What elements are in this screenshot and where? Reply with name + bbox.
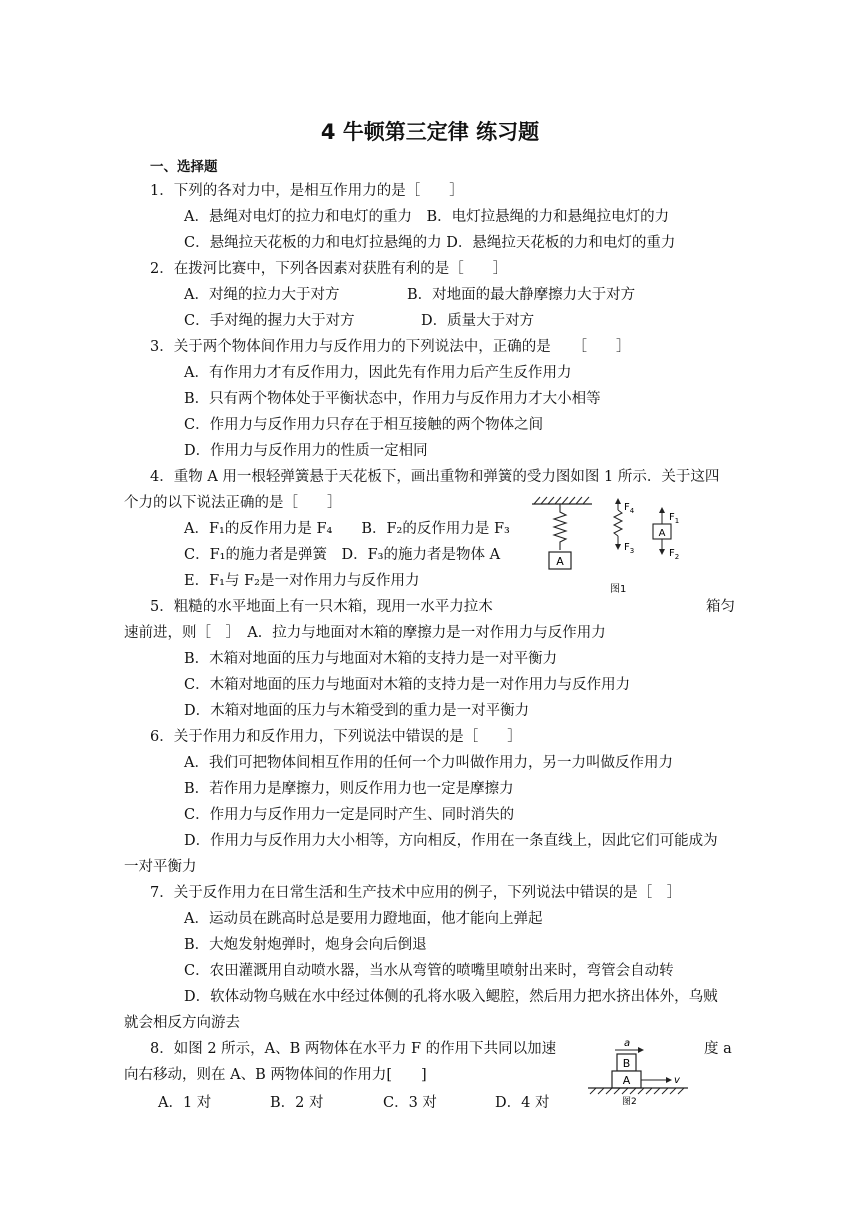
q5-option-d: D．木箱对地面的压力与木箱受到的重力是一对平衡力 — [184, 703, 530, 719]
q3-option-a: A．有作用力才有反作用力，因此先有作用力后产生反作用力 — [184, 365, 572, 381]
q6-option-a: A．我们可把物体间相互作用的任何一个力叫做作用力，另一力叫做反作用力 — [184, 755, 673, 771]
fig2-block-a: A — [622, 1074, 631, 1087]
page-title: 4 牛顿第三定律 练习题 — [320, 120, 540, 144]
q7-option-a: A．运动员在跳高时总是要用力蹬地面，他才能向上弹起 — [184, 911, 543, 927]
q6-option-c: C．作用力与反作用力一定是同时产生、同时消失的 — [184, 807, 515, 823]
q5-option-c: C．木箱对地面的压力与地面对木箱的支持力是一对作用力与反作用力 — [184, 677, 631, 693]
q4-stem-line1: 4．重物 A 用一根轻弹簧悬于天花板下，画出重物和弹簧的受力图如图 1 所示．关于这四 — [150, 469, 720, 485]
fig1-caption: 图1 — [610, 584, 627, 595]
q7-option-d-line2: 就会相反方向游去 — [124, 1015, 240, 1031]
q2-stem: 2．在拨河比赛中，下列各因素对获胜有利的是［ ］ — [150, 261, 508, 277]
q1-options-ab: A．悬绳对电灯的拉力和电灯的重力 B．电灯拉悬绳的力和悬绳拉电灯的力 — [184, 209, 670, 225]
q8-option-a: A．1 对 — [158, 1095, 212, 1111]
fig1-block-fbd-label: A — [658, 528, 666, 539]
q3-stem: 3．关于两个物体间作用力与反作用力的下列说法中，正确的是 ［ ］ — [150, 339, 631, 355]
q8-stem-line1: 8．如图 2 所示，A、B 两物体在水平力 F 的作用下共同以加速 — [150, 1041, 557, 1057]
q2-option-b: B．对地面的最大静摩擦力大于对方 — [407, 287, 636, 303]
q4-option-e: E．F₁与 F₂是一对作用力与反作用力 — [184, 573, 420, 589]
q4-stem-line2: 个力的以下说法正确的是［ ］ — [124, 495, 342, 511]
q3-option-c: C．作用力与反作用力只存在于相互接触的两个物体之间 — [184, 417, 544, 433]
q6-option-d-line2: 一对平衡力 — [124, 859, 197, 875]
q2-option-d: D．质量大于对方 — [421, 313, 535, 329]
q3-option-d: D．作用力与反作用力的性质一定相同 — [184, 443, 428, 459]
fig1-force-f4: $F_4$ — [624, 502, 635, 515]
q7-option-d-line1: D．软体动物乌贼在水中经过体侧的孔将水吸入鳃腔，然后用力把水挤出体外，乌贼 — [184, 989, 718, 1005]
q8-option-d: D．4 对 — [495, 1095, 550, 1111]
q3-option-b: B．只有两个物体处于平衡状态中，作用力与反作用力才大小相等 — [184, 391, 601, 407]
fig2-caption: 图2 — [622, 1097, 637, 1106]
q8-option-c: C．3 对 — [383, 1095, 437, 1111]
fig2-accel-label: a — [624, 1038, 631, 1049]
q8-stem-line1-end: 度 a — [704, 1041, 732, 1057]
q6-option-d-line1: D．作用力与反作用力大小相等，方向相反，作用在一条直线上，因此它们可能成为 — [184, 833, 718, 849]
q7-stem: 7．关于反作用力在日常生活和生产技术中应用的例子，下列说法中错误的是［ ］ — [150, 885, 682, 901]
fig1-force-f1: $F_1$ — [669, 512, 680, 525]
q6-stem: 6．关于作用力和反作用力，下列说法中错误的是［ ］ — [150, 729, 522, 745]
q8-option-b: B．2 对 — [270, 1095, 324, 1111]
fig1-force-f2: $F_2$ — [669, 548, 680, 561]
q2-option-a: A．对绳的拉力大于对方 — [184, 287, 340, 303]
q7-option-c: C．农田灌溉用自动喷水器，当水从弯管的喷嘴里喷射出来时，弯管会自动转 — [184, 963, 674, 979]
q4-options-cd: C．F₁的施力者是弹簧 D．F₃的施力者是物体 A — [184, 547, 501, 563]
fig2-vel-label: v — [674, 1075, 680, 1086]
q5-stem-line2: 速前进，则［ ］ A．拉力与地面对木箱的摩擦力是一对作用力与反作用力 — [124, 625, 606, 641]
fig2-block-b: B — [622, 1057, 631, 1070]
q1-options-cd: C．悬绳拉天花板的力和电灯拉悬绳的力 D．悬绳拉天花板的力和电灯的重力 — [184, 235, 676, 251]
q5-stem-line1-end: 箱匀 — [706, 599, 735, 615]
q1-stem: 1．下列的各对力中，是相互作用力的是［ ］ — [150, 183, 464, 199]
q2-option-c: C．手对绳的握力大于对方 — [184, 313, 355, 329]
figure-1 — [526, 492, 696, 598]
q7-option-b: B．大炮发射炮弹时，炮身会向后倒退 — [184, 937, 427, 953]
section-heading: 一、选择题 — [150, 159, 218, 175]
q4-options-ab: A．F₁的反作用力是 F₄ B．F₂的反作用力是 F₃ — [184, 521, 510, 537]
fig1-force-f3: $F_3$ — [624, 542, 635, 555]
q6-option-b: B．若作用力是摩擦力，则反作用力也一定是摩擦力 — [184, 781, 514, 797]
figure-2 — [584, 1034, 694, 1106]
fig1-block-label: A — [556, 555, 564, 568]
q5-option-b: B．木箱对地面的压力与地面对木箱的支持力是一对平衡力 — [184, 651, 558, 667]
q8-stem-line2: 向右移动，则在 A、B 两物体间的作用力[ ] — [124, 1067, 427, 1083]
q5-stem-line1: 5．粗糙的水平地面上有一只木箱，现用一水平力拉木 — [150, 599, 493, 615]
